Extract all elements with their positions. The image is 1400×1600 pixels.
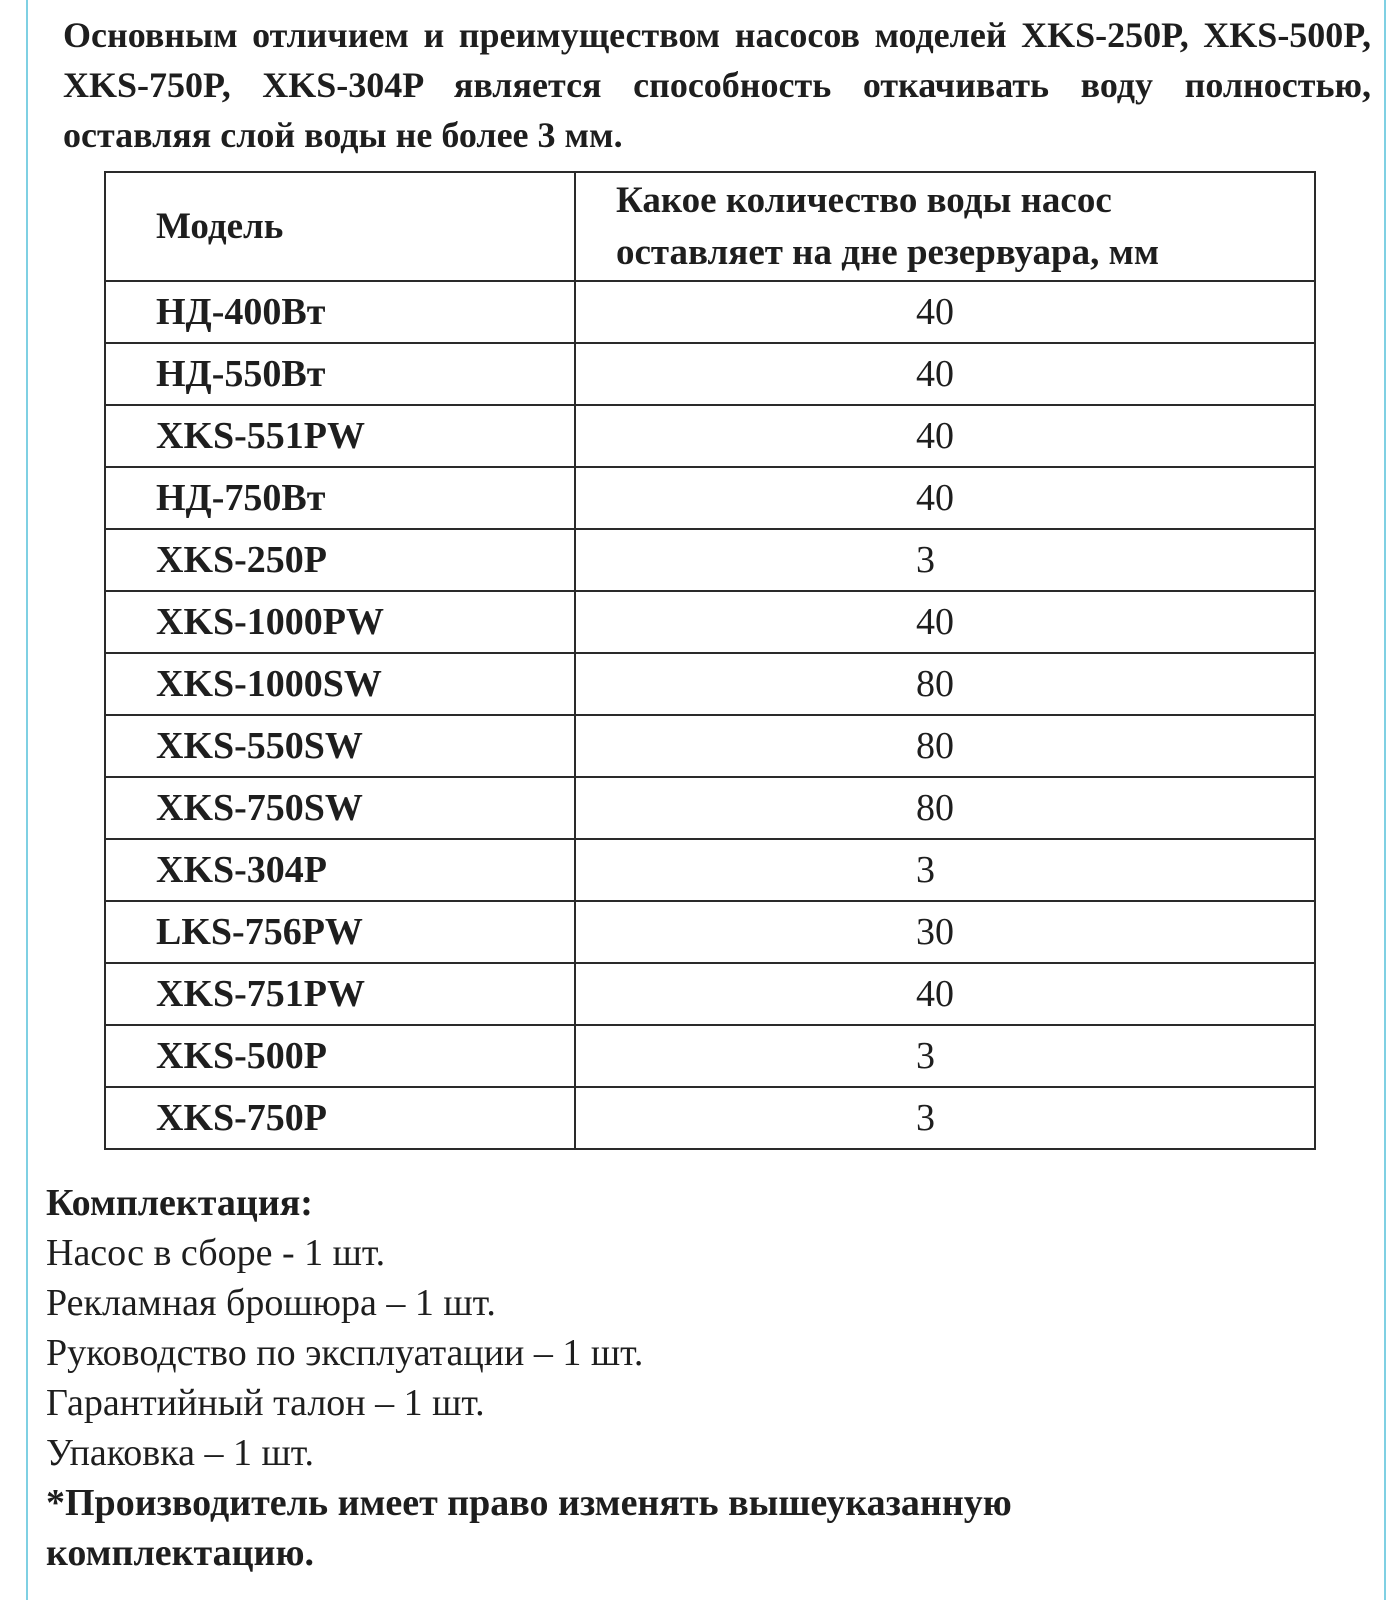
header-water-line1: Какое количество воды насос [616, 179, 1112, 221]
model-cell: XKS-751PW [105, 963, 575, 1025]
model-cell: НД-750Вт [105, 467, 575, 529]
table-row [105, 591, 1315, 653]
table-row [105, 715, 1315, 777]
model-cell: XKS-500P [105, 1025, 575, 1087]
table-row [105, 343, 1315, 405]
table-row [105, 963, 1315, 1025]
table-row [105, 281, 1315, 343]
value-cell: 40 [575, 467, 1315, 529]
model-cell: XKS-550SW [105, 715, 575, 777]
model-cell: XKS-250P [105, 529, 575, 591]
table-row [105, 467, 1315, 529]
table-row [105, 405, 1315, 467]
model-cell: НД-400Вт [105, 281, 575, 343]
frame-line-left [26, 0, 28, 1600]
model-cell: XKS-750SW [105, 777, 575, 839]
kit-item: Руководство по эксплуатации – 1 шт. [46, 1332, 644, 1374]
value-cell: 40 [575, 281, 1315, 343]
manufacturer-note-line1: *Производитель имеет право изменять вышеуказанную [46, 1482, 1012, 1524]
manufacturer-note-line2: комплектацию. [46, 1532, 314, 1574]
table-row [105, 653, 1315, 715]
model-cell: XKS-1000SW [105, 653, 575, 715]
value-cell: 80 [575, 777, 1315, 839]
header-water-remaining [575, 172, 1315, 281]
kit-item: Насос в сборе - 1 шт. [46, 1232, 386, 1274]
table-row [105, 529, 1315, 591]
model-cell: XKS-304P [105, 839, 575, 901]
value-cell: 30 [575, 901, 1315, 963]
intro-paragraph: Основным отличием и преимуществом насосов моделей XKS-250P, XKS-500P, XKS-750P, XKS-304P является способность откачивать воду полностью, оставляя слой воды не более 3 мм. [63, 15, 1371, 155]
header-model: Модель [105, 172, 575, 281]
model-cell: LKS-756PW [105, 901, 575, 963]
kit-item: Упаковка – 1 шт. [46, 1432, 315, 1474]
table-row [105, 777, 1315, 839]
value-cell: 3 [575, 1025, 1315, 1087]
value-cell: 40 [575, 343, 1315, 405]
table-row [105, 1025, 1315, 1087]
model-cell: НД-550Вт [105, 343, 575, 405]
table-row [105, 901, 1315, 963]
value-cell: 40 [575, 405, 1315, 467]
kit-title: Комплектация: [46, 1182, 313, 1224]
value-cell: 80 [575, 653, 1315, 715]
table-row [105, 839, 1315, 901]
kit-item: Рекламная брошюра – 1 шт. [46, 1282, 496, 1324]
model-cell: XKS-551PW [105, 405, 575, 467]
value-cell: 3 [575, 529, 1315, 591]
header-water-line2: оставляет на дне резервуара, мм [616, 231, 1160, 273]
value-cell: 40 [575, 963, 1315, 1025]
kit-item: Гарантийный талон – 1 шт. [46, 1382, 485, 1424]
table-header-row [105, 172, 1315, 281]
value-cell: 40 [575, 591, 1315, 653]
value-cell: 3 [575, 1087, 1315, 1149]
model-cell: XKS-750P [105, 1087, 575, 1149]
kit-section [46, 1178, 1366, 1578]
value-cell: 3 [575, 839, 1315, 901]
pump-table [104, 171, 1316, 1150]
value-cell: 80 [575, 715, 1315, 777]
model-cell: XKS-1000PW [105, 591, 575, 653]
frame-line-right [1384, 0, 1386, 1600]
table-row [105, 1087, 1315, 1149]
